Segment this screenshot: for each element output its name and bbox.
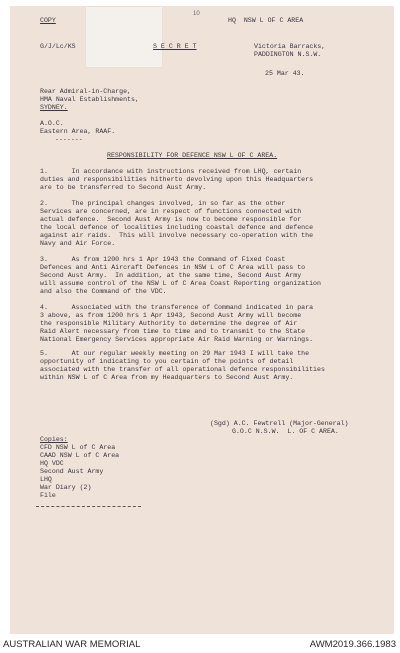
paragraph-4-line-1: 4. Associated with the transference of Command indicated in para (40, 304, 314, 311)
tape-patch (86, 7, 162, 67)
paragraph-2-line-4: the local defence of localities including coastal defence and defence (40, 224, 314, 231)
copies-item: CAAD NSW L of C Area (40, 452, 120, 459)
paragraph-2-line-5: against air raids. This will involve necessary co-operation with the (40, 232, 314, 239)
hq-line: HQ NSW L OF C AREA (228, 17, 304, 24)
copies-heading: Copies: (40, 436, 68, 443)
signature-line-1: (Sgd) A.C. Fewtrell (Major-General) (210, 420, 349, 427)
paragraph-1-line-1: 1. In accordance with instructions received from LHQ, certain (40, 168, 302, 175)
paragraph-2-line-3: actual defence. Second Aust Army is now to become responsible for (40, 216, 302, 223)
copies-item: Second Aust Army (40, 468, 104, 475)
address-line-1: Victoria Barracks, (254, 43, 326, 50)
paragraph-2-line-6: Navy and Air Force. (40, 240, 116, 247)
paragraph-4-line-5: National Emergency Services appropriate Air Raid Warning or Warnings. (40, 336, 314, 343)
reference-number: G/J/Lc/KS (40, 43, 76, 50)
paragraph-2-line-1: 2. The principal changes involved, in so far as the other (40, 200, 286, 207)
paragraph-4-line-4: Raid Alert necessary from time to time and to transmit to the State (40, 328, 306, 335)
signature-line-2: G.O.C N.S.W. L. OF C AREA. (232, 428, 339, 435)
paragraph-4-line-3: the responsible Military Authority to determine the degree of Air (40, 320, 298, 327)
copy-label: COPY (40, 17, 56, 24)
footer-bar (0, 634, 400, 653)
paragraph-3-line-3: Second Aust Army. In addition, at the same time, Second Aust Army (40, 272, 302, 279)
paragraph-3-line-5: and also the Command of the VDC. (40, 288, 167, 295)
copies-item: HQ VDC (40, 460, 64, 467)
recipient-line-5: Eastern Area, RAAF. (40, 128, 116, 135)
closing-divider (36, 506, 141, 507)
recipient-line-2: HMA Naval Establishments, (40, 96, 139, 103)
recipient-line-4: A.O.C. (40, 120, 64, 127)
classification-secret: S E C R E T (153, 43, 197, 50)
paragraph-5-line-3: associated with the transfer of all operational defence responsibilities (40, 366, 325, 373)
letter-date: 25 Mar 43. (265, 70, 305, 77)
footer-institution: AUSTRALIAN WAR MEMORIAL (3, 639, 141, 650)
paragraph-5-line-2: opportunity of indicating to you certain of the points of detail (40, 358, 294, 365)
pencil-note: 10 (193, 11, 200, 17)
recipient-line-1: Rear Admiral-in-Charge, (40, 88, 132, 95)
paragraph-1-line-3: are to be transferred to Second Aust Army. (40, 184, 207, 191)
copies-item: War Diary (2) (40, 484, 92, 491)
paragraph-1-line-2: duties and responsibilities hitherto devolving upon this Headquarters (40, 176, 314, 183)
copies-item: File (40, 492, 56, 499)
paragraph-5-line-1: 5. At our regular weekly meeting on 29 Mar 1943 I will take the (40, 350, 310, 357)
copies-item: LHQ (40, 476, 52, 483)
recipient-line-3: SYDNEY. (40, 104, 68, 111)
paragraph-5-line-4: within NSW L of C Area from my Headquarters to Second Aust Army. (40, 374, 294, 381)
paragraph-3-line-1: 3. As from 1200 hrs 1 Apr 1943 the Command of Fixed Coast (40, 256, 286, 263)
paragraph-3-line-4: will assume control of the NSW L of C Area Coast Reporting organization (40, 280, 321, 287)
footer-accession: AWM2019.366.1983 (309, 639, 396, 650)
recipient-separator: ------- (55, 136, 83, 143)
paragraph-3-line-2: Defences and Anti Aircraft Defences in NSW L of C Area will pass to (40, 264, 306, 271)
paragraph-4-line-2: 3 above, as from 1200 hrs 1 Apr 1943, Second Aust Army will become (40, 312, 302, 319)
address-line-2: PADDINGTON N.S.W. (254, 51, 322, 58)
subject-heading: RESPONSIBILITY FOR DEFENCE NSW L OF C AREA. (107, 152, 278, 159)
paragraph-2-line-2: Services are concerned, are in respect of functions connected with (40, 208, 302, 215)
copies-item: CFD NSW L of C Area (40, 444, 116, 451)
